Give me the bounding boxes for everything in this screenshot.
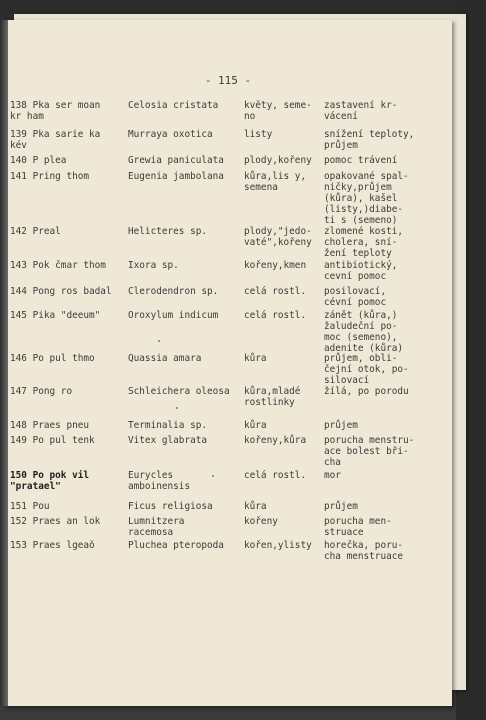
plant-part: kořeny [244,516,278,527]
latin-name: Eugenia jambolana [128,171,224,182]
plant-part: celá rostl. [244,470,307,481]
latin-name: Helicteres sp. [128,226,208,237]
latin-name: Lumnitzera racemosa [128,516,185,538]
medicinal-use: průjem [324,420,358,431]
medicinal-use: zlomené kosti, cholera, sní- žení teploty [324,226,404,259]
local-name: 141 Pring thom [10,171,90,182]
local-name: 142 Preal [10,226,61,237]
plant-part: plody,"jedo- vaté",kořeny [244,226,312,248]
medicinal-use: porucha men- struace [324,516,392,538]
local-name: 152 Praes an lok [10,516,101,527]
medicinal-use: průjem, obli- čejní otok, po- silovací [324,353,409,386]
local-name: 138 Pka ser moan kr ham [10,100,101,122]
plant-part: kořeny,kůra [244,435,307,446]
plant-part: celá rostl. [244,310,307,321]
local-name: 151 Pou [10,501,50,512]
plant-part: kůra,lis y, semena [244,171,307,193]
medicinal-use: mor [324,470,341,481]
local-name: 140 P plea [10,155,67,166]
latin-name: Clerodendron sp. [128,286,219,297]
ink-speck [212,475,214,477]
local-name: 153 Praes lgeaŏ [10,540,95,551]
latin-name: Ixora sp. [128,260,179,271]
medicinal-use: pomoc trávení [324,155,398,166]
medicinal-use: zastavení kr- vácení [324,100,398,122]
medicinal-use: porucha menstru- ace bolest bři- cha [324,435,415,468]
plant-part: kvĕty, seme- no [244,100,312,122]
latin-name: Eurycles amboinensis [128,470,191,492]
medicinal-use: opakované spal- ničky,průjem (kůra), kašel (listy,)diabe- ti s (semeno) [324,171,409,226]
medicinal-use: antibiotický, cevní pomoc [324,260,398,282]
plant-part: kůra [244,420,267,431]
plant-part: kůra,mladé rostlinky [244,386,301,408]
page-number: - 115 - [204,74,252,87]
plant-part: kůra [244,501,267,512]
local-name: 146 Po pul thmo [10,353,95,364]
latin-name: Pluchea pteropoda [128,540,224,551]
medicinal-use: průjem [324,501,358,512]
plant-part: kořen,ylisty [244,540,312,551]
latin-name: Terminalia sp. [128,420,208,431]
local-name: 147 Pong ro [10,386,73,397]
medicinal-use: horečka, poru- cha menstruace [324,540,404,562]
book-binding [0,20,8,706]
plant-part: plody,kořeny [244,155,312,166]
plant-part: listy [244,129,273,140]
latin-name: Oroxylum indicum [128,310,219,321]
medicinal-use: snížení teploty, průjem [324,129,415,151]
latin-name: Schleichera oleosa [128,386,230,397]
latin-name: Celosia cristata [128,100,219,111]
local-name: 143 Pok čmar thom [10,260,106,271]
local-name: 144 Pong ros badal [10,286,112,297]
plant-part: kůra [244,353,267,364]
medicinal-use: posilovací, cévní pomoc [324,286,387,308]
local-name: 149 Po pul tenk [10,435,95,446]
ink-speck [158,340,160,342]
local-name: 145 Pika "deeum" [10,310,101,321]
document-page [4,20,452,706]
latin-name: Vitex glabrata [128,435,208,446]
latin-name: Murraya oxotica [128,129,213,140]
local-name: 150 Po pok vil "pratael" [10,470,90,492]
medicinal-use: zánět (kůra,) žaludeční po- moc (semeno), adenite (kůra) [324,310,404,354]
medicinal-use: žílá, po porodu [324,386,409,397]
latin-name: Grewia paniculata [128,155,224,166]
local-name: 148 Praes pneu [10,420,90,431]
latin-name: Quassia amara [128,353,202,364]
ink-speck [176,407,178,409]
plant-part: celá rostl. [244,286,307,297]
local-name: 139 Pka sarie ka kév [10,129,101,151]
latin-name: Ficus religiosa [128,501,213,512]
plant-part: kořeny,kmen [244,260,307,271]
